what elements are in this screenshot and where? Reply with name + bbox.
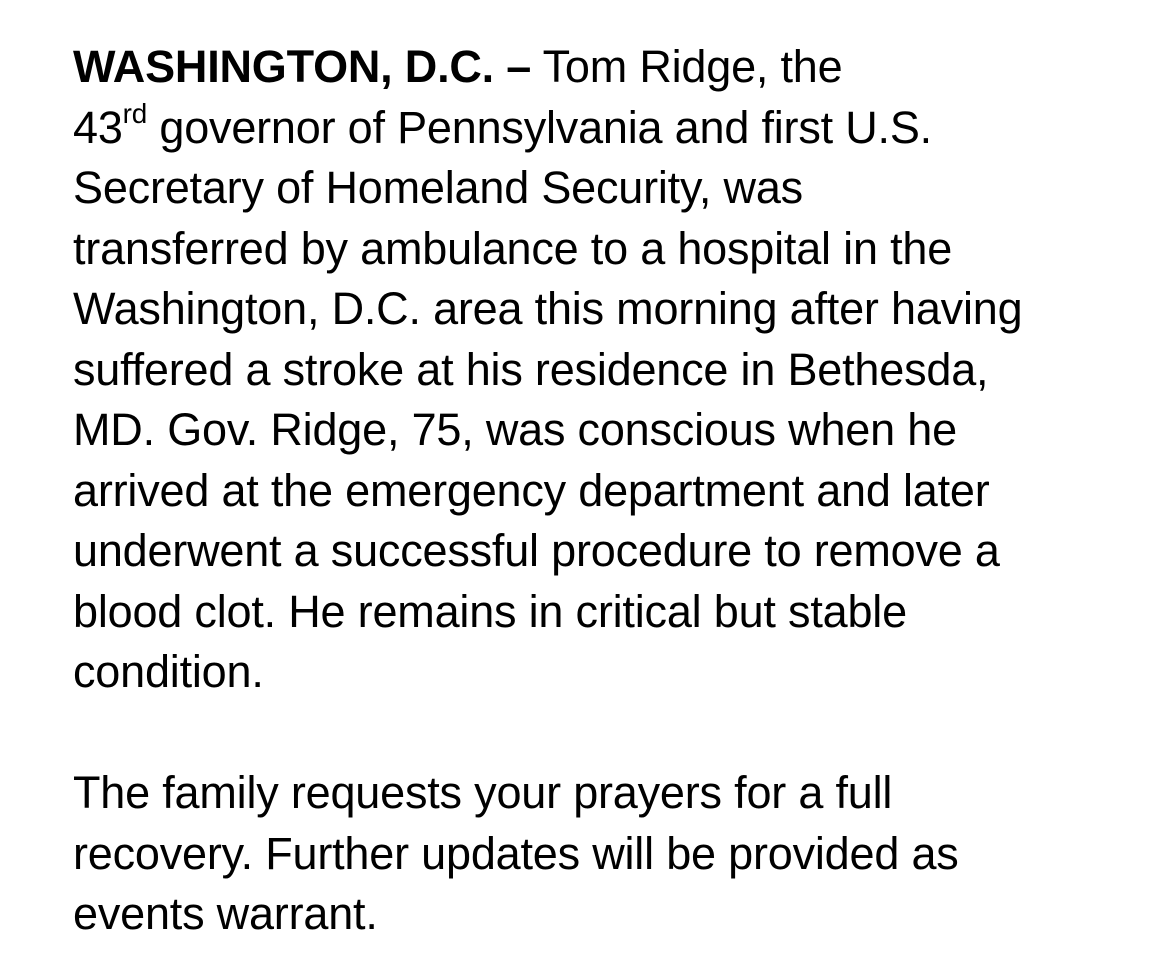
paragraph-2-line-1: The family requests your prayers for a full xyxy=(73,767,893,818)
paragraph-1-line-6: suffered a stroke at his residence in Bethesda, xyxy=(73,343,989,395)
dateline: WASHINGTON, D.C. – xyxy=(73,41,532,92)
paragraph-1-text: governor of Pennsylvania and first U.S. xyxy=(147,101,932,153)
paragraph-1-line-4: transferred by ambulance to a hospital in the xyxy=(73,222,953,274)
statement-body xyxy=(73,37,1133,945)
paragraph-1-line-5: Washington, D.C. area this morning after having xyxy=(73,283,1023,334)
paragraph-1-line-9: underwent a successful procedure to remove a xyxy=(73,525,1000,576)
paragraph-1-line-8: arrived at the emergency department and later xyxy=(73,464,990,516)
paragraph-spacer xyxy=(73,703,1133,764)
paragraph-1-line-2 xyxy=(73,98,1133,159)
ordinal-number: 43 xyxy=(73,101,123,153)
paragraph-1-line-1 xyxy=(73,37,1133,98)
paragraph-1-line-7: MD. Gov. Ridge, 75, was conscious when he xyxy=(73,404,957,455)
paragraph-1-line-11: condition. xyxy=(73,646,264,697)
paragraph-2-line-2: recovery. Further updates will be provided as xyxy=(73,827,959,879)
paragraph-1-text: Tom Ridge, the xyxy=(531,41,843,92)
ordinal-suffix: rd xyxy=(122,97,148,129)
paragraph-2-line-3: events warrant. xyxy=(73,888,378,939)
paragraph-1-line-3: Secretary of Homeland Security, was xyxy=(73,162,803,213)
paragraph-1-line-10: blood clot. He remains in critical but stable xyxy=(73,585,907,637)
